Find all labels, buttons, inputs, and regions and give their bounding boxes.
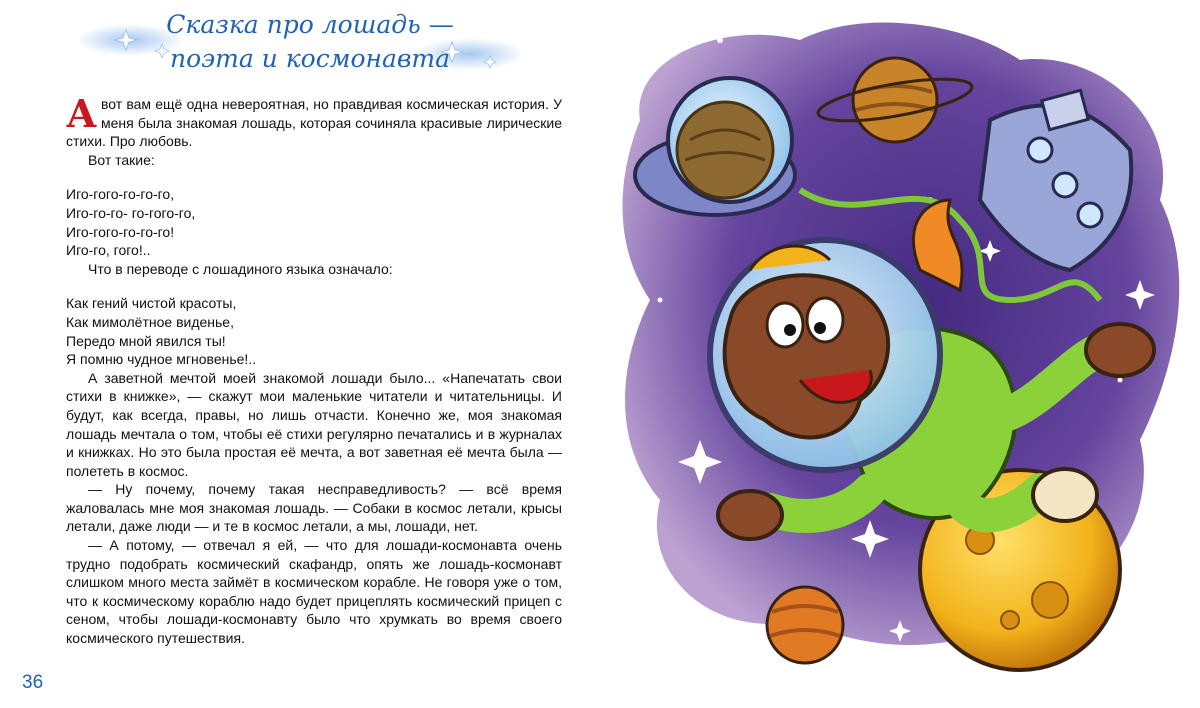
page-number: 36 <box>22 672 44 693</box>
title-line-2: поэта и космонавта <box>169 44 451 73</box>
story-title <box>160 8 460 76</box>
poem1-line: Иго-гого-го-го-го, <box>66 186 175 203</box>
poem2-line: Как гений чистой красоты, <box>66 295 237 312</box>
drop-cap: А <box>66 91 97 136</box>
poem1-line: Иго-гого-го-го-го! <box>66 223 175 240</box>
poem1-line: Иго-го, гого!.. <box>66 242 151 259</box>
poem2-line: Как мимолётное виденье, <box>66 313 234 330</box>
intro-paragraph <box>66 91 562 151</box>
story-text <box>66 91 562 648</box>
poem2-line: Передо мной явился ты! <box>66 332 226 349</box>
translation-intro: Что в переводе с лошадиного языка означало: <box>88 260 393 277</box>
lead-in-line: Вот такие: <box>88 151 155 168</box>
paragraph-answer: — А потому, — отвечал я ей, — что для лошади-космонавта очень трудно подобрать космический скафандр, опять же лошадь-космонавт слишком много места займёт в космическом корабле. Не говоря уже о том, что к космическому кораблю надо будет прицеплять космический прицеп с сеном, чтобы лошади-космонавту было что хрумкать во время своего космического путешествия. <box>66 537 562 647</box>
poem2-line: Я помню чудное мгновенье!.. <box>66 351 257 368</box>
poem1-line: Иго-го-го- го-гого-го, <box>66 204 196 221</box>
paragraph-dream: А заветной мечтой моей знакомой лошади было... «Напечатать свои стихи в книжке», — скажут мои маленькие читатели и читательницы. И будут, как всегда, правы, но лишь отчасти. Конечно же, моя знакомая лошадь мечтала о том, чтобы её стихи регулярно печатались и в журналах и книжках. Но это была простая её мечта, а вот заветная её мечта была — полететь в космос. <box>66 369 562 479</box>
title-line-1: Сказка про лошадь — <box>166 10 454 39</box>
small-planet <box>767 587 843 663</box>
intro-text: вот вам ещё одна невероятная, но правдивая космическая история. У меня была знакомая лошадь, которая сочиняла красивые лирические стихи. Про любовь. <box>66 96 562 150</box>
horse-astronaut-illustration <box>600 0 1200 708</box>
paragraph-complaint: — Ну почему, почему такая несправедливость? — всё время жаловалась мне моя знакомая лошадь. — Собаки в космос летали, крысы летали, даже люди — и те в космос летали, а мы, лошади, нет. <box>66 481 562 535</box>
